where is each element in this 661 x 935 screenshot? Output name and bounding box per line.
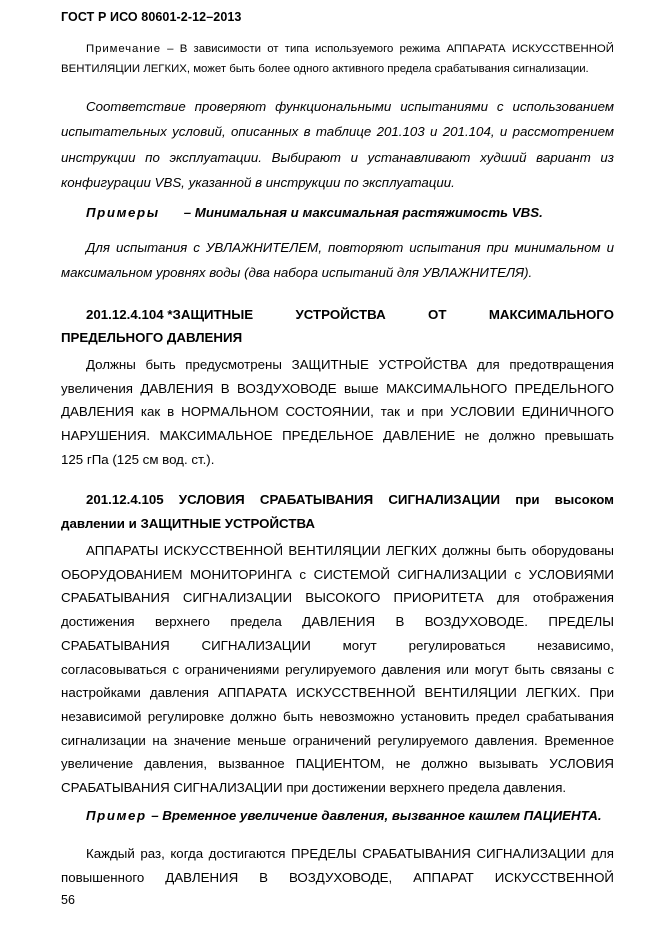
examples-para-line: максимальном уровнях воды (два набора испытаний для УВЛАЖНИТЕЛЯ). <box>61 265 533 281</box>
heading-line: ПРЕДЕЛЬНОГО ДАВЛЕНИЯ <box>61 330 243 345</box>
section-105-heading-2 <box>61 511 614 536</box>
body-line: СРАБАТЫВАНИЯ СИГНАЛИЗАЦИИ при достижении верхнего предела давления. <box>61 780 567 796</box>
section-105-body <box>61 563 614 800</box>
body-line: сигнализации на значение меньше ограничений регулируемого давления. Временное <box>61 732 614 748</box>
examples-text: – Минимальная и максимальная растяжимость VBS. <box>183 205 543 220</box>
compliance-line: испытательных условий, описанных в таблице 201.103 и 201.104, и рассмотрением <box>61 124 614 140</box>
body-line: АППАРАТЫ ИСКУССТВЕННОЙ ВЕНТИЛЯЦИИ ЛЕГКИХ должны быть оборудованы <box>86 543 614 558</box>
body-line: НАРУШЕНИЯ. МАКСИМАЛЬНОЕ ПРЕДЕЛЬНОЕ ДАВЛЕНИЕ не должно превышать <box>61 428 614 444</box>
note-line-2: ВЕНТИЛЯЦИИ ЛЕГКИХ, может быть более одного активного предела срабатывания сигнализации. <box>61 63 589 75</box>
note-label: Примечание <box>86 43 161 55</box>
note-line-1 <box>86 40 614 59</box>
page-number: 56 <box>61 893 75 907</box>
heading-line: 201.12.4.105 УСЛОВИЯ СРАБАТЫВАНИЯ СИГНАЛИЗАЦИИ при высоком <box>86 492 614 507</box>
body-line: СРАБАТЫВАНИЯ СИГНАЛИЗАЦИИ могут регулироваться независимо, <box>61 637 614 653</box>
compliance-line: Соответствие проверяют функциональными испытаниями с использованием <box>86 99 614 114</box>
body-line: согласовываться с ограничениями регулируемого давления или могут быть связаны с <box>61 661 614 677</box>
examples-para-rest <box>61 260 614 285</box>
body-line: Каждый раз, когда достигаются ПРЕДЕЛЫ СРАБАТЫВАНИЯ СИГНАЛИЗАЦИИ для <box>86 846 614 861</box>
section-105-first <box>86 539 614 563</box>
body-line: ОБОРУДОВАНИЕМ МОНИТОРИНГА с СИСТЕМОЙ СИГНАЛИЗАЦИИ с УСЛОВИЯМИ <box>61 566 614 582</box>
examples-para-line: Для испытания с УВЛАЖНИТЕЛЕМ, повторяют испытания при минимальном и <box>86 240 614 255</box>
note-text-1: В зависимости от типа используемого режима АППАРАТА ИСКУССТВЕННОЙ <box>179 43 614 55</box>
body-line: достижения верхнего предела ДАВЛЕНИЯ В ВОЗДУХОВОДЕ. ПРЕДЕЛЫ <box>61 614 614 630</box>
body-line: 125 гПа (125 см вод. ст.). <box>61 451 215 467</box>
document-header: ГОСТ Р ИСО 80601-2-12–2013 <box>61 10 242 24</box>
example2-text: – Временное увеличение давления, вызванное кашлем ПАЦИЕНТА. <box>151 808 602 823</box>
body-line: повышенного ДАВЛЕНИЯ В ВОЗДУХОВОДЕ, АППАРАТ ИСКУССТВЕННОЙ <box>61 869 614 885</box>
heading-word: МАКСИМАЛЬНОГО <box>488 307 614 322</box>
example2-line <box>86 803 614 828</box>
note-block-cont <box>61 60 614 79</box>
body-line: независимой регулировке должно быть невозможно установить предел срабатывания <box>61 708 614 724</box>
heading-word: 201.12.4.104 *ЗАЩИТНЫЕ <box>86 307 254 322</box>
compliance-first <box>86 94 614 119</box>
section-104-heading-2 <box>61 325 614 350</box>
heading-word: УСТРОЙСТВА <box>295 307 386 322</box>
heading-word: ОТ <box>428 307 447 322</box>
note-dash: – <box>167 43 174 55</box>
body-line: увеличения ДАВЛЕНИЯ В ВОЗДУХОВОДЕ выше МАКСИМАЛЬНОГО ПРЕДЕЛЬНОГО <box>61 380 614 396</box>
final-rest <box>61 866 614 890</box>
final-first <box>86 842 614 866</box>
compliance-line: инструкции по эксплуатации. Выбирают и устанавливают худший вариант из <box>61 149 614 165</box>
section-104-first <box>86 353 614 377</box>
example2-label: Пример <box>86 808 147 823</box>
body-line: ДАВЛЕНИЯ как в НОРМАЛЬНОМ СОСТОЯНИИ, так и при УСЛОВИИ ЕДИНИЧНОГО <box>61 404 614 420</box>
body-line: настройками давления АППАРАТА ИСКУССТВЕННОЙ ВЕНТИЛЯЦИИ ЛЕГКИХ. При <box>61 685 614 701</box>
examples-para-first <box>86 235 614 260</box>
note-block <box>86 40 614 59</box>
heading-line: давлении и ЗАЩИТНЫЕ УСТРОЙСТВА <box>61 516 315 531</box>
section-104-body <box>61 377 614 472</box>
body-line: СРАБАТЫВАНИЯ СИГНАЛИЗАЦИИ ВЫСОКОГО ПРИОРИТЕТА для отображения <box>61 590 614 606</box>
section-104-heading <box>86 302 614 327</box>
examples-line <box>86 200 614 225</box>
section-105-heading <box>86 487 614 512</box>
body-line: Должны быть предусмотрены ЗАЩИТНЫЕ УСТРОЙСТВА для предотвращения <box>86 357 614 372</box>
compliance-rest <box>61 119 614 195</box>
examples-label: Примеры <box>86 205 160 220</box>
compliance-line: конфигурации VBS, указанной в инструкции по эксплуатации. <box>61 175 455 191</box>
body-line: увеличение давления, вызванное ПАЦИЕНТОМ, не должно вызывать УСЛОВИЯ <box>61 756 614 772</box>
